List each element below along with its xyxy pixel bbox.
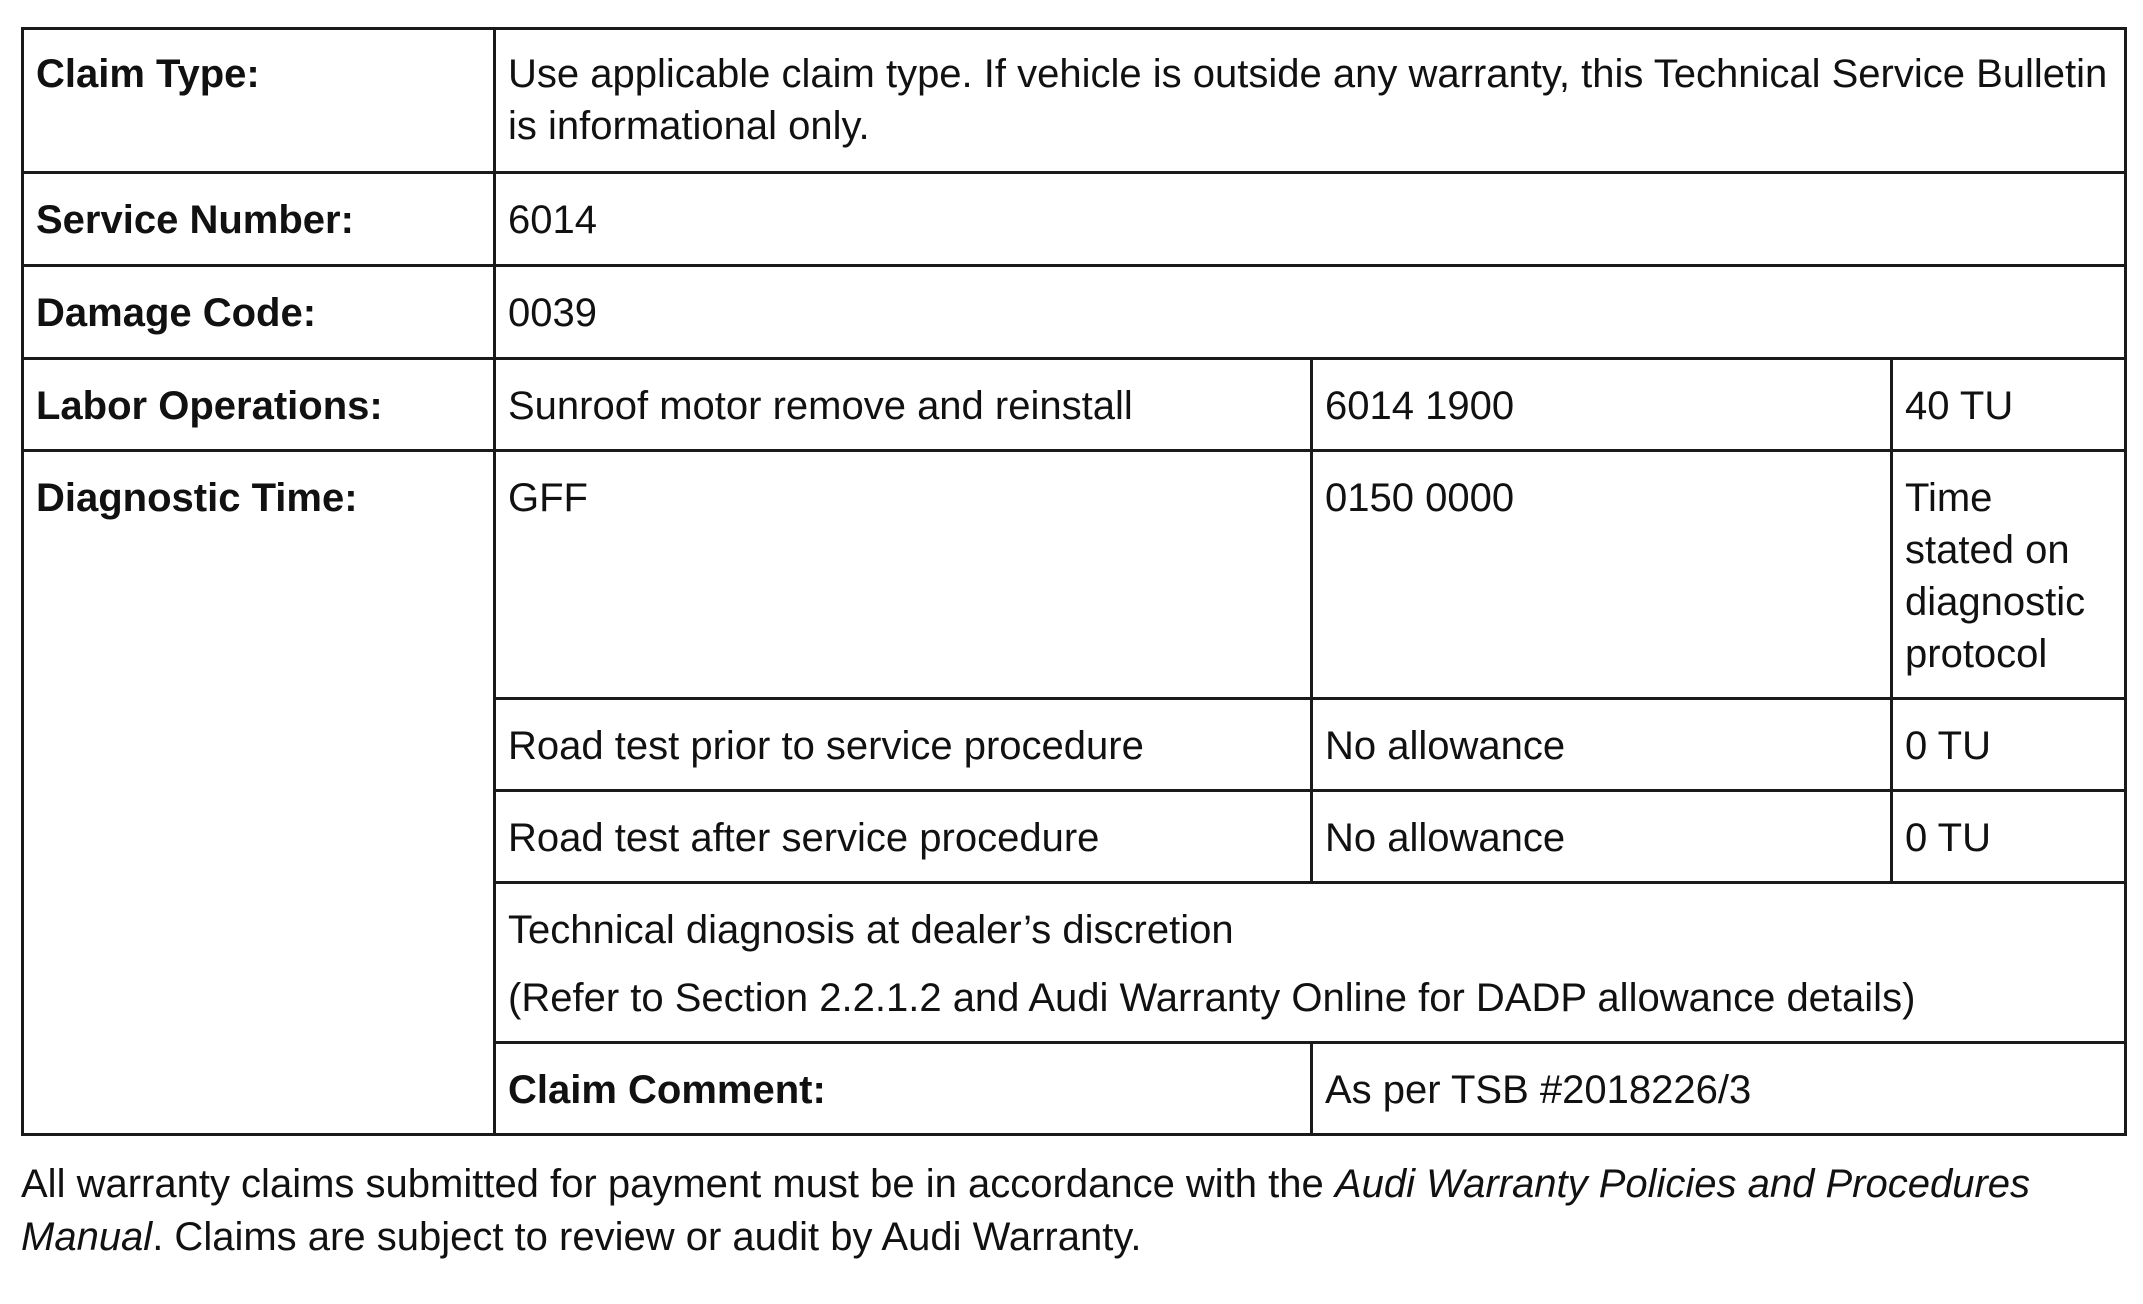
diagnostic-entry-description: GFF [495,451,1312,699]
technical-diagnosis-text: Technical diagnosis at dealer’s discretion [508,908,1234,952]
footer-note-prefix: All warranty claims submitted for payment must be in accordance with the [21,1162,1335,1206]
labor-operations-row [23,359,2126,451]
diagnostic-entry-description: Road test after service procedure [495,791,1312,883]
footer-note-manual-title: Audi Warranty Policies and Procedures Manual [21,1162,2031,1259]
dadp-reference-text: (Refer to Section 2.2.1.2 and Audi Warranty Online for DADP allowance details) [508,976,1916,1020]
diagnostic-entry-time: 0 TU [1892,791,2126,883]
labor-operations-time: 40 TU [1892,359,2126,451]
claim-comment-value: As per TSB #2018226/3 [1312,1043,2126,1135]
diagnostic-time-label: Diagnostic Time: [23,451,495,1135]
damage-code-value: 0039 [495,266,2126,359]
warranty-footer-note [21,1158,2124,1264]
diagnostic-entry-time: Time stated on diagnostic protocol [1892,451,2126,699]
service-number-label: Service Number: [23,173,495,266]
footer-note-suffix: . Claims are subject to review or audit by Audi Warranty. [152,1215,1142,1259]
diagnostic-entry-time: 0 TU [1892,699,2126,791]
damage-code-label: Damage Code: [23,266,495,359]
service-number-row [23,173,2126,266]
claim-type-value: Use applicable claim type. If vehicle is outside any warranty, this Technical Service Bulletin is informational only. [495,29,2126,173]
warranty-table [21,27,2127,1136]
claim-type-row [23,29,2126,173]
diagnostic-entry-code: No allowance [1312,699,1892,791]
damage-code-row [23,266,2126,359]
warranty-document [21,27,2124,1304]
service-number-value: 6014 [495,173,2126,266]
diagnostic-entry-code: No allowance [1312,791,1892,883]
labor-operations-description: Sunroof motor remove and reinstall [495,359,1312,451]
diagnostic-gff-row [23,451,2126,699]
technical-diagnosis-cell [495,883,2126,1043]
diagnostic-entry-description: Road test prior to service procedure [495,699,1312,791]
labor-operations-code: 6014 1900 [1312,359,1892,451]
claim-comment-label: Claim Comment: [495,1043,1312,1135]
diagnostic-entry-code: 0150 0000 [1312,451,1892,699]
claim-type-label: Claim Type: [23,29,495,173]
labor-operations-label: Labor Operations: [23,359,495,451]
